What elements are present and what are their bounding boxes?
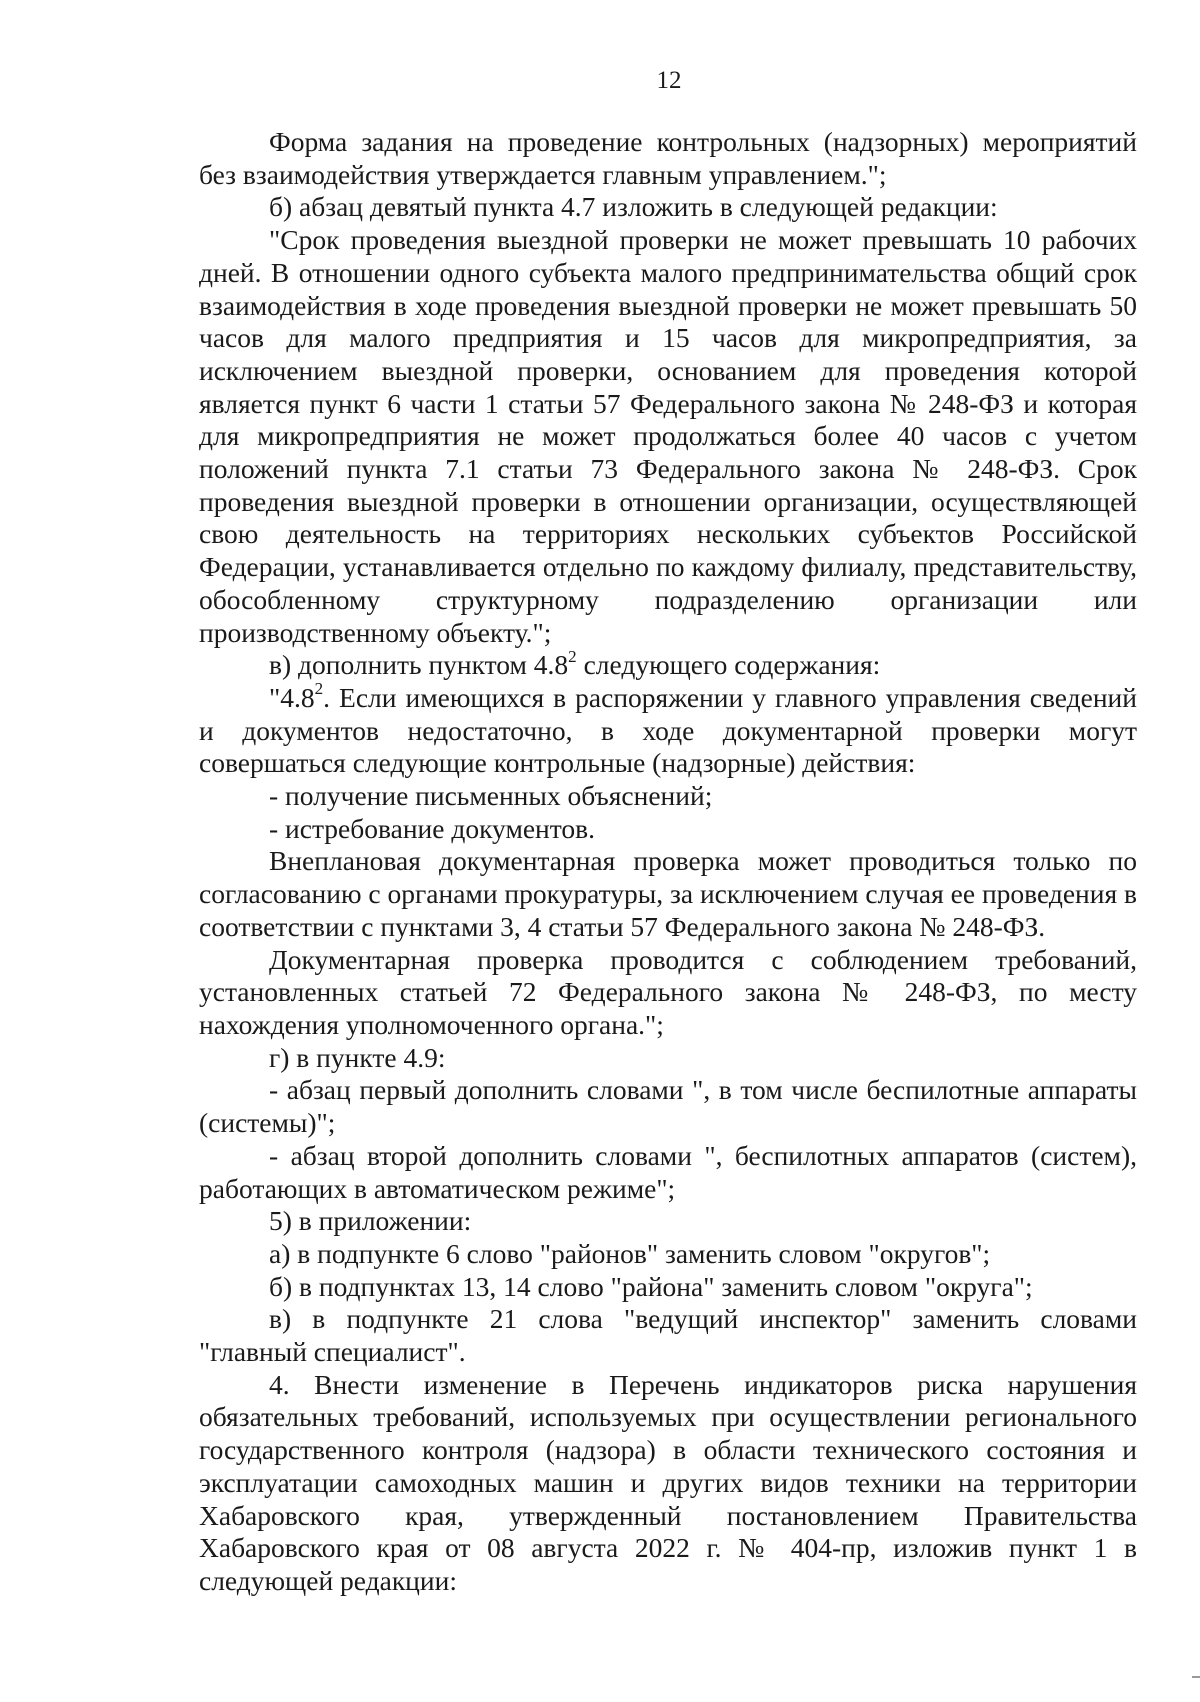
item-v-superscript: 2 (568, 646, 577, 666)
paragraph-item-5: 5) в приложении: (269, 1205, 472, 1237)
paragraph-subitem-v: в) в подпункте 21 слова "ведущий инспектор" заменить словами "главный специалист". (199, 1303, 1137, 1368)
quote-4-8-2-number: "4.8 (269, 681, 315, 713)
item-v-text: в) дополнить пунктом 4.8 (269, 649, 569, 681)
paragraph-quote-4-8-2 (199, 679, 1137, 780)
paragraph-item-g: г) в пункте 4.9: (269, 1041, 446, 1073)
paragraph-item-v (199, 646, 1137, 682)
list-item-abzac-pervyy: - абзац первый дополнить словами ", в том числе беспилотные аппараты (системы)"; (199, 1074, 1137, 1139)
scan-edge-mark (1192, 1676, 1200, 1678)
quote-4-8-2-text: . Если имеющихся в распоряжении у главного управления сведений и документов недостаточно, в ходе документарной проверки могут совершаться следующие контрольные (надзорные) действия: (199, 681, 1137, 779)
paragraph-item-4: 4. Внести изменение в Перечень индикаторов риска нарушения обязательных требований, используемых при осуществлении регионального государственного контроля (надзора) в области технического состояния и эксплуатации самоходных машин и других видов техники на территории Хабаровского края, утвержденный постановлением Правительства Хабаровского края от 08 августа 2022 г. № 404-пр, изложив пункт 1 в следующей редакции: (199, 1368, 1137, 1596)
list-item-obyasneniya: - получение письменных объяснений; (269, 780, 713, 812)
item-v-text-end: следующего содержания: (576, 649, 881, 681)
paragraph-subitem-a: а) в подпункте 6 слово "районов" заменить словом "округов"; (269, 1237, 991, 1269)
document-body (199, 126, 1137, 1598)
page-number: 12 (656, 67, 682, 94)
paragraph-dokumentarnaya-proverka: Документарная проверка проводится с соблюдением требований, установленных статьей 72 Федерального закона № 248-ФЗ, по месту нахождения уполномоченного органа."; (199, 943, 1137, 1040)
paragraph-srok-vyezdnoy-proverki: "Срок проведения выездной проверки не может превышать 10 рабочих дней. В отношении одного субъекта малого предпринимательства общий срок взаимодействия в ходе проведения выездной проверки не может превышать 50 часов для малого предприятия и 15 часов для микропредприятия, за исключением выездной проверки, основанием для проведения которой является пункт 6 части 1 статьи 57 Федерального закона № 248-ФЗ и которая для микропредприятия не может продолжаться более 40 часов с учетом положений пункта 7.1 статьи 73 Федерального закона № 248-ФЗ. Срок проведения выездной проверки в отношении организации, осуществляющей свою деятельность на территориях нескольких субъектов Российской Федерации, устанавливается отдельно по каждому филиалу, представительству, обособленному структурному подразделению организации или производственному объекту."; (199, 224, 1137, 648)
paragraph-subitem-b: б) в подпунктах 13, 14 слово "района" заменить словом "округа"; (269, 1270, 1033, 1302)
paragraph-vneplanovaya-proverka: Внеплановая документарная проверка может проводиться только по согласованию с органами прокуратуры, за исключением случая ее проведения в соответствии с пунктами 3, 4 статьи 57 Федерального закона № 248-ФЗ. (199, 845, 1137, 942)
quote-4-8-2-superscript: 2 (314, 679, 324, 699)
list-item-istrebovanie: - истребование документов. (269, 812, 596, 844)
list-item-abzac-vtoroy: - абзац второй дополнить словами ", беспилотных аппаратов (систем), работающих в автоматическом режиме"; (199, 1139, 1137, 1204)
paragraph-form-zadaniya: Форма задания на проведение контрольных (надзорных) мероприятий без взаимодействия утверждается главным управлением."; (199, 126, 1137, 190)
paragraph-item-b: б) абзац девятый пункта 4.7 изложить в следующей редакции: (269, 191, 998, 223)
